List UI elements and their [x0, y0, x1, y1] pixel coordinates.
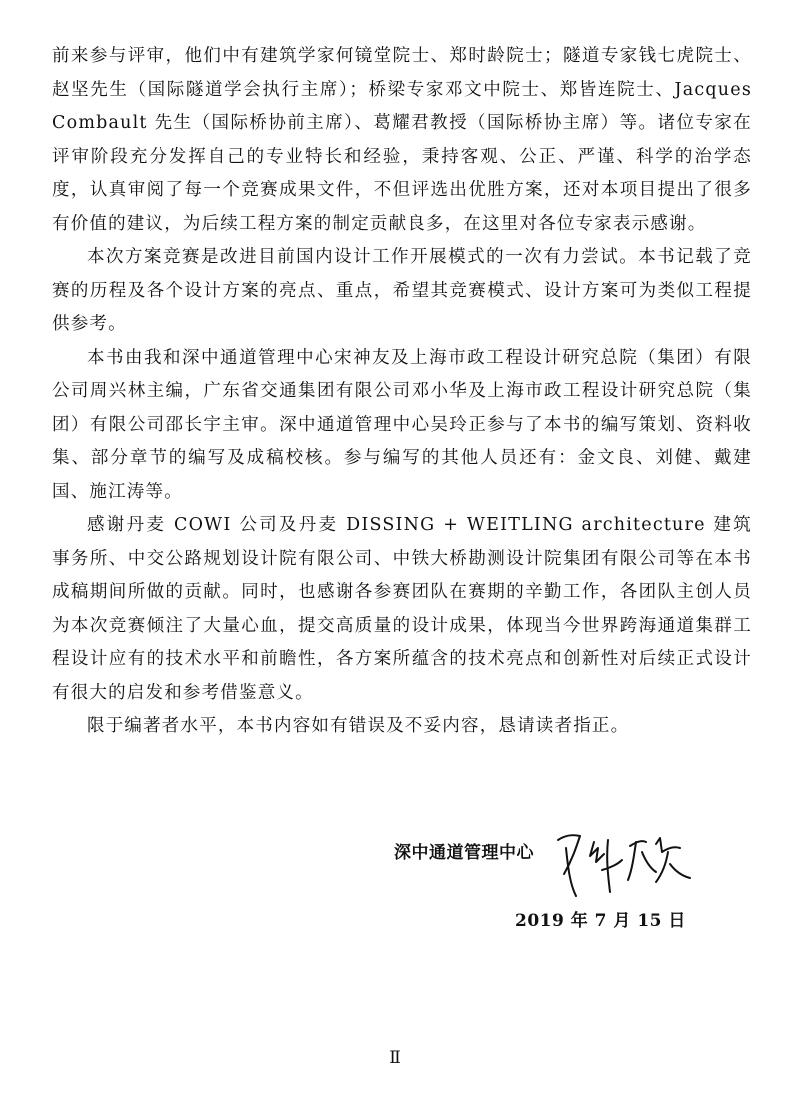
paragraph-editors: 本书由我和深中通道管理中心宋神友及上海市政工程设计研究总院（集团）有限公司周兴林主编，广东省交通集团有限公司邓小华及上海市政工程设计研究总院（集团）有限公司邵长宇主审。深中通道管理中心吴玲正参与了本书的编写策划、资料收集、部分章节的编写及成稿校核。参与编写的其他人员还有：金文良、刘健、戴建国、施江涛等。 [52, 347, 752, 502]
paragraph-experts: 前来参与评审，他们中有建筑学家何镜堂院士、郑时龄院士；隧道专家钱七虎院士、赵坚先生（国际隧道学会执行主席）；桥梁专家邓文中院士、郑皆连院士、Jacques Combault 先生（国际桥协前主席）、葛耀君教授（国际桥协主席）等。诸位专家在评审阶段充分发挥自己的专业特长和经验，秉持客观、公正、严谨、科学的治学态度，认真审阅了每一个竞赛成果文件，不但评选出优胜方案，还对本项目提出了很多有价值的建议，为后续工程方案的制定贡献良多，在这里对各位专家表示感谢。 [52, 46, 752, 234]
signature-date: 2019 年 7 月 15 日 [515, 911, 686, 931]
paragraph-competition: 本次方案竞赛是改进目前国内设计工作开展模式的一次有力尝试。本书记载了竞赛的历程及各个设计方案的亮点、重点，希望其竞赛模式、设计方案可为类似工程提供参考。 [52, 247, 752, 334]
signature-block [372, 818, 712, 908]
paragraph-disclaimer: 限于编著者水平，本书内容如有错误及不妥内容，恳请读者指正。 [87, 716, 630, 736]
handwritten-signature [550, 818, 700, 908]
organization-name: 深中通道管理中心 [394, 843, 534, 863]
paragraph-thanks: 感谢丹麦 COWI 公司及丹麦 DISSING + WEITLING architecture 建筑事务所、中交公路规划设计院有限公司、中铁大桥勘测设计院集团有限公司等在本书成稿期间所做的贡献。同时，也感谢各参赛团队在赛期的辛勤工作，各团队主创人员为本次竞赛倾注了大量心血，提交高质量的设计成果，体现当今世界跨海通道集群工程设计应有的技术水平和前瞻性，各方案所蕴含的技术亮点和创新性对后续正式设计有很大的启发和参考借鉴意义。 [52, 515, 752, 703]
page-number: Ⅱ [389, 1048, 401, 1068]
document-body [52, 40, 752, 744]
